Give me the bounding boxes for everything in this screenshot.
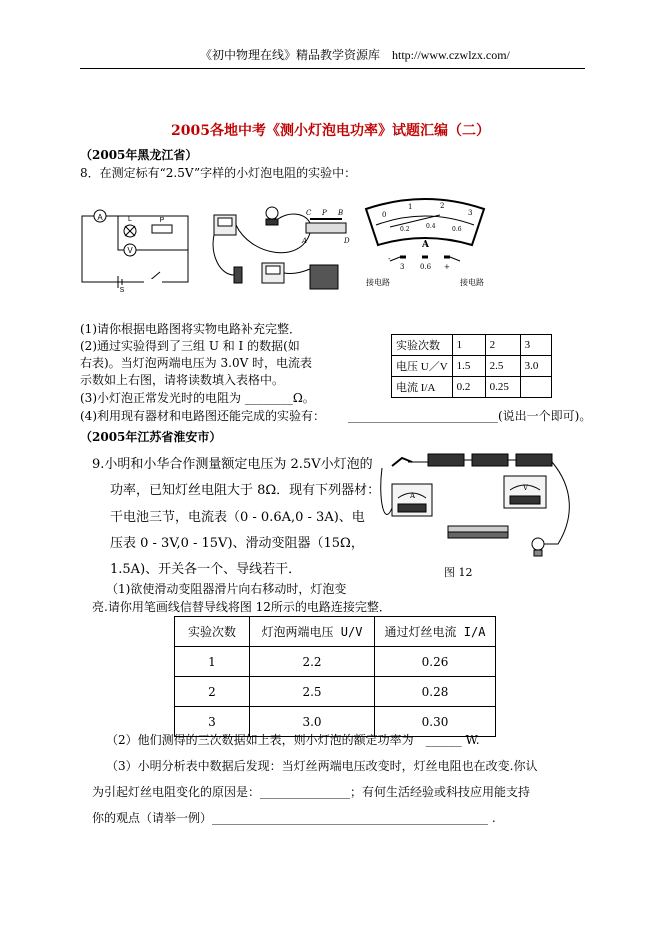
figure-12-meter-a: A (410, 492, 416, 500)
table-cell: 实验次数 (392, 335, 453, 356)
q9-part-3-line-3: 你的观点（请举一例）______________________________________________ . (92, 811, 496, 825)
q9-line-3: 干电池三节，电流表（0 - 0.6A,0 - 3A)、电 (110, 510, 365, 525)
table-cell: 0.30 (375, 707, 496, 737)
table-cell: 电流 I/A (392, 377, 453, 398)
q8-item-2c: 示数如上右图，请将读数填入表格中。 (80, 373, 285, 387)
table-cell: 0.26 (375, 647, 496, 677)
q8-item-3: (3)小灯泡正常发光时的电阻为 ________Ω。 (80, 391, 315, 405)
lamp-label: L (128, 216, 132, 223)
header-url[interactable]: http://www.czwlzx.com/ (392, 48, 510, 62)
table-cell: 3.0 (250, 707, 375, 737)
q8-item-4-blank: _________________________(说出一个即可)。 (348, 409, 592, 423)
rheostat-term-a: A (302, 237, 308, 245)
table-row (392, 335, 552, 356)
scale-top-2: 2 (440, 202, 445, 210)
table-cell: 2.2 (250, 647, 375, 677)
table-row (392, 356, 552, 377)
q9-part-2: （2）他们测得的三次数据如上表，则小灯泡的额定功率为 ______ W. (106, 733, 480, 747)
switch-label: S (119, 287, 125, 294)
voltmeter-label: V (127, 246, 133, 255)
scale-top-3: 3 (468, 209, 473, 217)
scale-top-0: 0 (382, 211, 387, 219)
apparatus-illustration (210, 205, 360, 295)
table-cell: 1.5 (452, 356, 485, 377)
q9-part-3-line-2: 为引起灯丝电阻变化的原因是：_______________；有何生活经验或科技应用能支持 (92, 785, 531, 799)
figure-12-meter-v: V (523, 484, 529, 492)
rheostat-term-c: C (306, 209, 312, 217)
rheostat-term-p: P (322, 209, 327, 217)
table-cell: 3 (175, 707, 250, 737)
q9-line-2: 功率，已知灯丝电阻大于 8Ω．现有下列器材： (110, 483, 381, 498)
figure-12 (378, 448, 578, 580)
ammeter-dial (360, 195, 490, 295)
rheostat-label: P (159, 217, 165, 224)
section-heading-1: （2005年黑龙江省） (80, 148, 198, 162)
table-header-row (175, 617, 496, 647)
ammeter-label: A (97, 213, 103, 222)
table-header: 灯泡两端电压 U/V (250, 617, 375, 647)
circuit-diagram (78, 210, 198, 294)
table-row (175, 677, 496, 707)
q9-part-1: （1)欲使滑动变阻器滑片向右移动时，灯泡变 (106, 582, 347, 596)
page-header (200, 46, 510, 63)
table-row (175, 647, 496, 677)
q8-item-1: (1)请你根据电路图将实物电路补充完整． (80, 322, 301, 336)
table-cell: 1 (452, 335, 485, 356)
q9-line-5: 1.5A)、开关各一个、导线若干． (110, 562, 302, 577)
scale-bottom-06: 0.6 (452, 226, 462, 233)
terminal-plus: + (444, 263, 450, 271)
meter-unit: A (422, 240, 429, 250)
q8-item-2b: 右表)。当灯泡两端电压为 3.0V 时，电流表 (80, 356, 313, 370)
table-cell: 0.2 (452, 377, 485, 398)
section-heading-2: （2005年江苏省淮安市） (80, 430, 222, 444)
table-cell[interactable] (520, 377, 551, 398)
table-cell: 2.5 (485, 356, 520, 377)
scale-bottom-04: 0.4 (426, 223, 436, 230)
question-8-intro: 8．在测定标有“2.5V”字样的小灯泡电阻的实验中： (80, 166, 357, 180)
header-text: 《初中物理在线》精品教学资源库 (200, 48, 381, 62)
q9-line-1: 9.小明和小华合作测量额定电压为 2.5V小灯泡的 (92, 457, 373, 472)
q9-part-3-line-1: （3）小明分析表中数据后发现：当灯丝两端电压改变时，灯丝电阻也在改变.你认 (106, 759, 538, 773)
terminal-06: 0.6 (420, 263, 432, 271)
connect-left: 接电路 (366, 278, 390, 287)
q9-part-1b: 亮.请你用笔画线信替导线将图 12所示的电路连接完整． (92, 600, 391, 614)
table-cell: 电压 U／V (392, 356, 453, 377)
table-cell: 2.5 (250, 677, 375, 707)
table-cell: 0.28 (375, 677, 496, 707)
table-cell: 1 (175, 647, 250, 677)
table-header: 通过灯丝电流 I/A (375, 617, 496, 647)
table-cell: 2 (175, 677, 250, 707)
table-cell: 3.0 (520, 356, 551, 377)
scale-top-1: 1 (408, 203, 413, 211)
rheostat-term-d: D (344, 237, 350, 245)
table-header: 实验次数 (175, 617, 250, 647)
q8-item-4: (4)利用现有器材和电路图还能完成的实验有： (80, 409, 325, 423)
terminal-minus: - (388, 255, 391, 263)
q8-item-2: (2)通过实验得到了三组 U 和 I 的数据(如 (80, 339, 300, 353)
table-cell: 0.25 (485, 377, 520, 398)
rheostat-term-b: B (338, 209, 344, 217)
scale-bottom-02: 0.2 (400, 226, 410, 233)
data-table-1 (391, 334, 552, 398)
table-cell: 2 (485, 335, 520, 356)
connect-right: 接电路 (460, 278, 484, 287)
figure-12-caption: 图 12 (444, 566, 473, 579)
terminal-3: 3 (400, 263, 405, 271)
data-table-2 (174, 616, 496, 737)
header-divider (80, 68, 585, 69)
page-title: 2005各地中考《测小灯泡电功率》试题汇编（二） (171, 123, 490, 139)
table-row (392, 377, 552, 398)
table-cell: 3 (520, 335, 551, 356)
q9-line-4: 压表 0 - 3V,0 - 15V)、滑动变阻器（15Ω， (110, 536, 364, 551)
